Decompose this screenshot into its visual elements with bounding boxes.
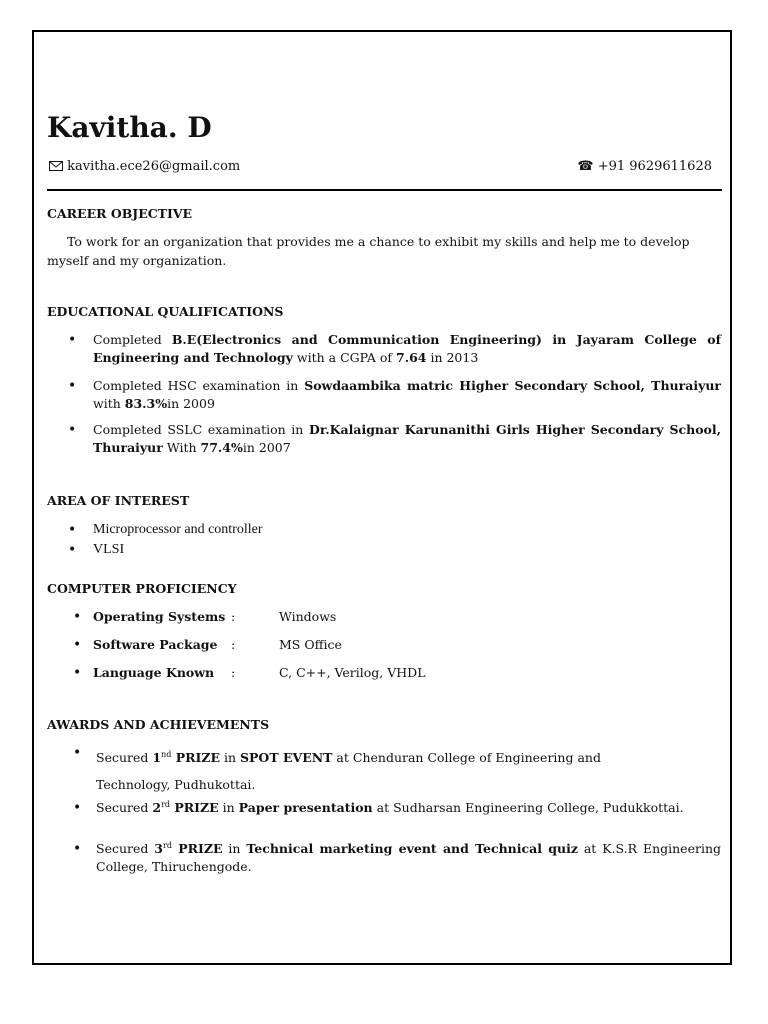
header-divider xyxy=(47,189,722,191)
phone-text: +91 9629611628 xyxy=(597,159,712,174)
phone-line xyxy=(577,157,712,177)
bullet-icon: • xyxy=(68,332,77,348)
education-heading: EDUCATIONAL QUALIFICATIONS xyxy=(47,304,284,319)
bullet-icon: • xyxy=(68,542,77,558)
telephone-icon: ☎ xyxy=(577,159,594,174)
bullet-icon: • xyxy=(73,665,82,681)
bullet-icon: • xyxy=(73,841,82,857)
list-item: Completed SSLC examination in Dr.Kalaignar Karunanithi Girls Higher Secondary School, Thuraiyur With 77.4%in 2007 xyxy=(93,422,721,455)
bullet-icon: • xyxy=(73,745,82,761)
list-item: Completed B.E(Electronics and Communication Engineering) in Jayaram College of Engineering and Technology with a CGPA of 7.64 in 2013 xyxy=(93,332,721,365)
career-objective-heading: CAREER OBJECTIVE xyxy=(47,206,193,221)
list-item: Secured 2rd PRIZE in Paper presentation at Sudharsan Engineering College, Pudukkottai. xyxy=(96,799,684,815)
list-item: Completed HSC examination in Sowdaambika matric Higher Secondary School, Thuraiyur with 83.3%in 2009 xyxy=(93,378,721,411)
bullet-icon: • xyxy=(68,422,77,438)
email-text[interactable]: kavitha.ece26@gmail.com xyxy=(67,159,241,174)
bullet-icon: • xyxy=(73,800,82,816)
bullet-icon: • xyxy=(68,378,77,394)
proficiency-heading: COMPUTER PROFICIENCY xyxy=(47,581,237,596)
awards-heading: AWARDS AND ACHIEVEMENTS xyxy=(47,717,270,732)
career-objective-text: To work for an organization that provides me a chance to exhibit my skills and help me to develop myself and my organization. xyxy=(47,234,690,268)
list-item: Microprocessor and controller xyxy=(93,522,263,537)
envelope-icon xyxy=(49,161,63,171)
bullet-icon: • xyxy=(73,637,82,653)
interest-heading: AREA OF INTEREST xyxy=(47,493,190,508)
list-item: VLSI xyxy=(93,542,125,557)
bullet-icon: • xyxy=(73,609,82,625)
bullet-icon: • xyxy=(68,522,77,538)
list-item: Secured 1nd PRIZE in SPOT EVENT at Chenduran College of Engineering and Technology, Pudhukottai. xyxy=(96,749,601,792)
email-line xyxy=(49,157,240,177)
candidate-name: Kavitha. D xyxy=(47,111,212,144)
list-item: Secured 3rd PRIZE in Technical marketing event and Technical quiz at K.S.R Engineering College, Thiruchengode. xyxy=(96,840,721,874)
